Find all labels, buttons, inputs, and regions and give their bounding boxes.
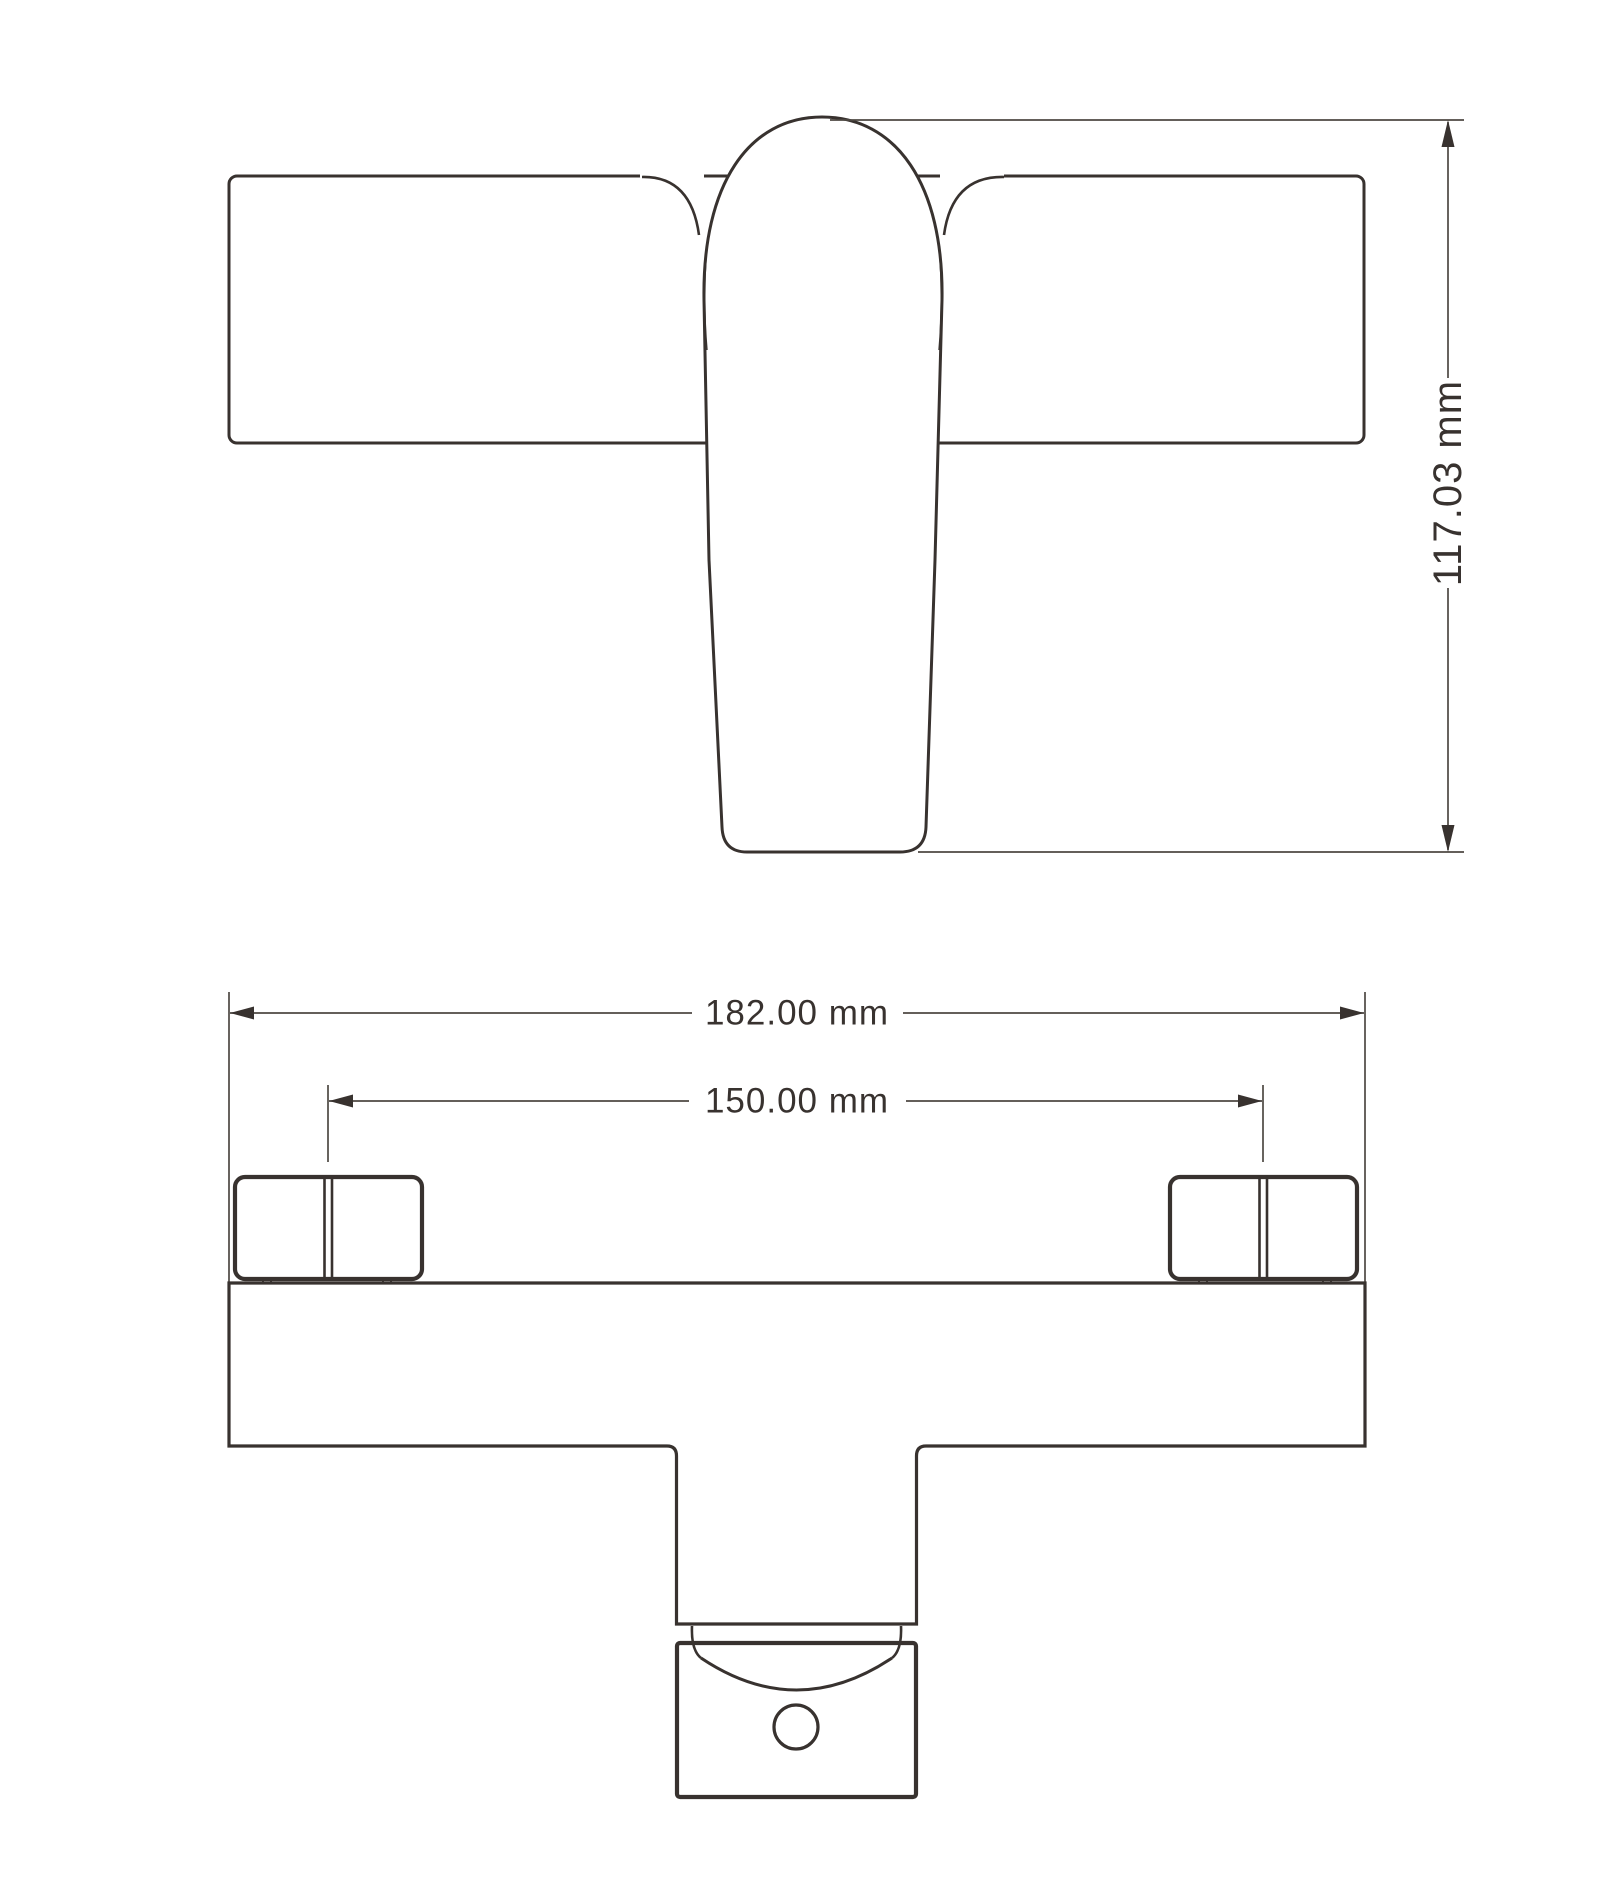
arrowhead-left-icon bbox=[329, 1095, 353, 1108]
inlet-connection-left bbox=[235, 1177, 422, 1284]
fillet-mask-right bbox=[940, 169, 1004, 183]
dimension-inlet-spacing bbox=[329, 1082, 1262, 1121]
nozzle-hole bbox=[774, 1705, 818, 1749]
dimension-height-label: 117.03 mm bbox=[1426, 379, 1470, 587]
front-view bbox=[229, 992, 1365, 1797]
dimension-inlet-spacing-label: 150.00 mm bbox=[704, 1081, 890, 1121]
dimension-overall-width-label: 182.00 mm bbox=[704, 993, 890, 1033]
side-view-handle bbox=[704, 117, 942, 852]
inlet-block-left bbox=[235, 1177, 422, 1279]
arrowhead-down-icon bbox=[1442, 825, 1455, 852]
dimension-overall-width bbox=[230, 994, 1364, 1033]
inlet-block-right bbox=[1170, 1177, 1357, 1279]
arrowhead-right-icon bbox=[1238, 1095, 1262, 1108]
arrowhead-right-icon bbox=[1340, 1007, 1364, 1020]
arrowhead-left-icon bbox=[230, 1007, 254, 1020]
side-view bbox=[229, 117, 1470, 852]
inlet-connection-right bbox=[1170, 1177, 1357, 1284]
front-view-body bbox=[229, 1283, 1365, 1624]
arrowhead-up-icon bbox=[1442, 120, 1455, 147]
nozzle-assembly bbox=[677, 1626, 916, 1797]
